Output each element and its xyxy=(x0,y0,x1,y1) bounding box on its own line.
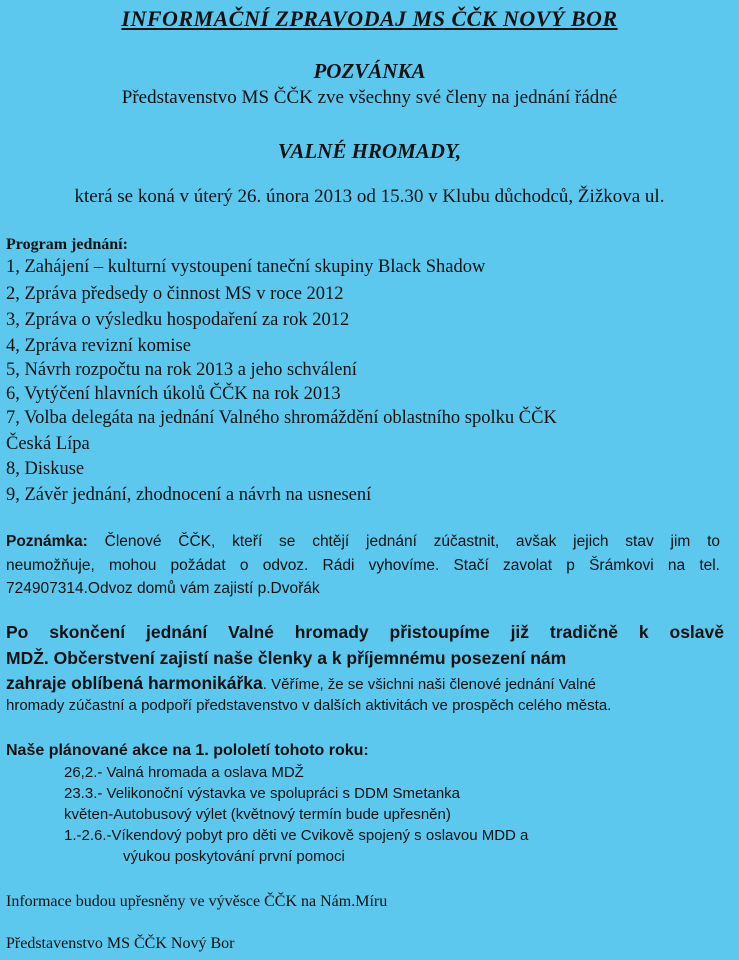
note-line: neumožňuje, mohou požádat o odvoz. Rádi vyhovíme. Stačí zavolat p Šrámkovi na tel. xyxy=(6,557,720,574)
plan-item: 26,2.- Valná hromada a oslava MDŽ xyxy=(64,764,304,781)
program-item: 3, Zpráva o výsledku hospodaření za rok 2012 xyxy=(6,310,350,330)
program-item: 1, Zahájení – kulturní vystoupení taneční skupiny Black Shadow xyxy=(6,257,486,277)
info-note: Informace budou upřesněny ve vývěsce ČČK na Nám.Míru xyxy=(6,893,388,910)
plan-item: 1.-2.6.-Víkendový pobyt pro děti ve Cvikově spojený s oslavou MDD a xyxy=(64,827,529,844)
note-label: Poznámka: xyxy=(6,533,88,550)
signature: Představenstvo MS ČČK Nový Bor xyxy=(6,935,235,952)
program-item: 8, Diskuse xyxy=(6,459,85,479)
celebration-line: Po skončení jednání Valné hromady přistoupíme již tradičně k oslavě xyxy=(6,622,724,642)
invitation-lead: Představenstvo MS ČČK zve všechny své členy na jednání řádné xyxy=(121,87,618,108)
newsletter-title: INFORMAČNÍ ZPRAVODAJ MS ČČK NOVÝ BOR xyxy=(121,6,618,31)
celebration-line xyxy=(6,673,724,694)
celebration-text: . Věříme, že se všichni naši členové jednání Valné xyxy=(262,676,597,693)
plan-item: květen-Autobusový výlet (květnový termín bude upřesněn) xyxy=(64,806,451,823)
program-item: 9, Závěr jednání, zhodnocení a návrh na usnesení xyxy=(6,485,372,505)
program-item: 6, Vytýčení hlavních úkolů ČČK na rok 2013 xyxy=(6,384,341,404)
celebration-line: hromady zúčastní a podpoří představenstvo v dalších aktivitách ve prospěch celého města. xyxy=(6,697,612,714)
note-text: Členové ČČK, kteří se chtějí jednání zúčastnit, avšak jejich stav jim to xyxy=(104,533,721,550)
program-item: 7, Volba delegáta na jednání Valného shromáždění oblastního spolku ČČK xyxy=(6,408,557,428)
program-heading: Program jednání: xyxy=(6,236,128,253)
note-line xyxy=(6,533,720,551)
plan-item: 23.3.- Velikonoční výstavka ve spolupráci s DDM Smetanka xyxy=(64,785,461,802)
plans-heading: Naše plánované akce na 1. pololetí tohoto roku: xyxy=(6,742,369,759)
program-item: 4, Zpráva revizní komise xyxy=(6,336,191,356)
program-item-continuation: Česká Lípa xyxy=(6,434,90,454)
plan-item-continuation: výukou poskytování první pomoci xyxy=(123,848,345,865)
program-item: 5, Návrh rozpočtu na rok 2013 a jeho schválení xyxy=(6,360,357,380)
harmonica-player: zahraje oblíbená harmonikářka xyxy=(6,673,263,693)
celebration-line: MDŽ. Občerstvení zajistí naše členky a k příjemnému posezení nám xyxy=(6,648,567,668)
meeting-heading: VALNÉ HROMADY, xyxy=(277,139,462,163)
note-line: 724907314.Odvoz domů vám zajistí p.Dvořák xyxy=(6,580,320,597)
invitation-heading: POZVÁNKA xyxy=(313,59,426,83)
program-item: 2, Zpráva předsedy o činnost MS v roce 2012 xyxy=(6,284,344,304)
meeting-date-place: která se koná v úterý 26. února 2013 od 15.30 v Klubu důchodců, Žižkova ul. xyxy=(74,186,665,207)
